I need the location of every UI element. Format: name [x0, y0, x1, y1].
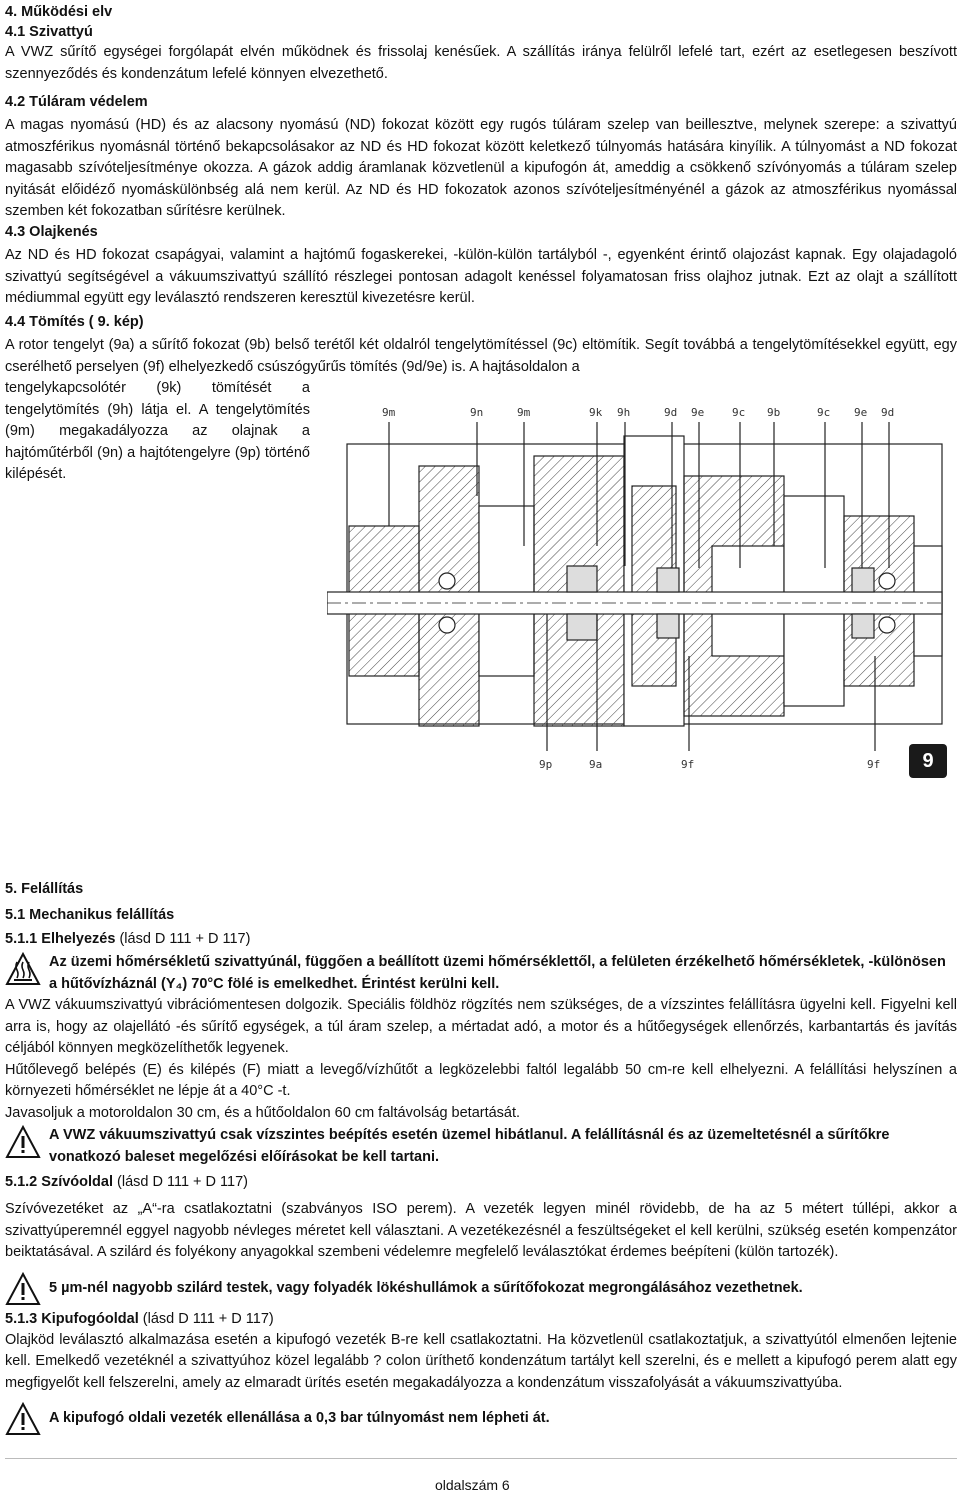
paragraph: A magas nyomású (HD) és az alacsony nyomású (ND) fokozat között egy rugós túláram szelep van beillesztve, melynek szerepe: a szivattyú atmoszférikus nyomásnál történő bekapcsolásakor az ND és HD fokozat között keletkező túlnyomás hatására kinyílik. A túlnyomást a ND fokozat magasabb szívóteljesítménye okozza. A gázok addig áramlanak közvetlenül a kipufogón át, ameddig a csökkenő szívónyomás a túláram szelep nyitását előidéző nyomáskülönbség alá nem kerül. Az ND és HD fokozatok azonos szívóteljesítményénél a gázok az atmoszférikus nyomással szemben két fokozatban sűrítésre kerülnek. — [5, 117, 957, 219]
subsection-title — [5, 1171, 957, 1193]
paragraph: Olajköd leválasztó alkalmazása esetén a kipufogó vezeték B-re kell csatlakoztatni. Ha közvetlenül csatlakoztatjuk, a szivattyútól elmenően lejtenie kell. Emelkedő vezetéknél a szivattyúhoz közel legalább ? colon üríthető kondenzátum tartályt kell szerelni, és e mellett a kipufogó perem alatt egy megfigyelőt kell felszerelni, amely az elmaradt ürítés esetén megakadályozza a kondenzátum visszafolyását a vákuumszivattyúba. — [5, 1331, 957, 1391]
section-title: 5. Felállítás — [5, 881, 84, 897]
figure-callout-label: 9k — [589, 406, 603, 419]
warning-text: A VWZ vákuumszivattyú csak vízszintes beépítés esetén üzemel hibátlanul. A felállításnál és az üzemeltetésnél a sűrítőkre vonatkozó baleset megelőzési előírásokat be kell tartani. — [49, 1127, 890, 1165]
reference-text: (lásd D 111 + D 117) — [138, 1310, 274, 1327]
figure-callout-label: 9c — [732, 406, 746, 419]
exhaust-warning — [5, 1402, 957, 1436]
hot-surface-warning-icon — [5, 952, 41, 986]
figure-callout-label: 9c — [817, 406, 831, 419]
paragraph-column: tengelykapcsolótér (9k) tömítését a tengelytömítés (9h) látja el. A tengelytömítés (9m) megakadályozza az olajnak a hajtóműtérből (9n) a hajtótengelyre (9p) történő kilépését. — [5, 380, 310, 482]
subsection-title: 4.2 Túláram védelem — [5, 94, 148, 110]
figure-callout-label: 9m — [382, 406, 396, 419]
paragraph: Hűtőlevegő belépés (E) és kilépés (F) miatt a levegő/vízhűtőt a legközelebbi faltól legalább 50 cm-re kell elhelyezni. A felállítási helyszínen a környezeti hőmérséklet ne lépje át a 40°C -t. — [5, 1061, 957, 1099]
figure-callout-label: 9d — [881, 406, 895, 419]
subsection-title: 4.3 Olajkenés — [5, 224, 98, 240]
page-footer — [5, 1458, 957, 1493]
figure-callout-label: 9n — [470, 406, 484, 419]
figure-callout-label: 9f — [681, 758, 695, 771]
section-4-2 — [5, 92, 957, 223]
paragraph: Szívóvezetéket az „A“-ra csatlakoztatni (szabványos ISO perem). A vezeték legyen minél rövidebb, de ha az 5 métert túllépi, akkor a szivattyúperemnél eggyel nagyobb névleges méretet kell választani. A vezetékezésnél a feszültségeket el kell kerülni, szükség esetén kompenzátor beiktatásával. A szilárd és folyékony anyagokkal szembeni védelemre megfelelő leválasztókat érdemes beépíteni (külön tartozék). — [5, 1201, 957, 1260]
installation-warning — [5, 1125, 957, 1168]
figure-callout-label: 9h — [617, 406, 631, 419]
warning-text: A kipufogó oldali vezeték ellenállása a 0,3 bar túlnyomást nem lépheti át. — [49, 1410, 550, 1426]
figure-callout-label: 9d — [664, 406, 678, 419]
subsection-title: 5.1 Mechanikus felállítás — [5, 907, 175, 923]
subsection-number-title: 5.1.2 Szívóoldal — [5, 1174, 113, 1190]
hot-surface-warning — [5, 952, 957, 995]
subsection-title: 4.1 Szivattyú — [5, 24, 93, 40]
seal-cross-section-drawing — [327, 396, 957, 786]
section-4-3 — [5, 222, 957, 310]
paragraph: Javasoljuk a motoroldalon 30 cm, és a hűtőoldalon 60 cm faltávolság betartását. — [5, 1104, 521, 1121]
reference-text: (lásd D 111 + D 117) — [113, 1174, 248, 1190]
figure-callout-label: 9m — [517, 406, 531, 419]
figure-callout-label: 9p — [539, 758, 553, 771]
reference-text: (lásd D 111 + D 117) — [115, 931, 251, 947]
subsection-title — [5, 1308, 957, 1330]
paragraph: Az ND és HD fokozat csapágyai, valamint a hajtómű fogaskerekei, -külön-külön tartályból -, egyenként érintő olajozást kapnak. Egy olajadagoló szivattyú segítségével a vákuumszivattyú szállító részlegei pontosan adagolt kenéssel folyamatosan friss olajhoz jutnak. Ezt az olajt a szállított médiummal együtt egy leválasztó rendszeren keresztül kivezetésre kerül. — [5, 247, 957, 306]
subsection-number-title: 5.1.3 Kipufogóoldal — [5, 1310, 139, 1327]
warning-triangle-icon — [5, 1272, 41, 1306]
figure-number-badge: 9 — [909, 744, 947, 778]
figure-callout-label: 9a — [589, 758, 603, 771]
figure-callout-label: 9b — [767, 406, 781, 419]
warning-text: Az üzemi hőmérsékletű szivattyúnál, függően a beállított üzemi hőmérséklettől, a felületen érzékelhető hőmérsékletek, -különösen a hűtővízháznál (Y₄) 70°C fölé is emelkedhet. Érintést kerülni kell. — [49, 954, 946, 992]
paragraph: A VWZ vákuumszivattyú vibrációmentesen dolgozik. Speciális földhöz rögzítés nem szükséges, de a vízszintes felállításra ügyelni kell. Figyelni kell arra is, hogy az olajellátó -és sűrítő egységek, a túl áram szelep, a mértadat adó, a motor és a hűtőegységek ellenőrzés, karbantartás és javítás céljából könnyen megközelíthetők legyenek. — [5, 997, 957, 1056]
paragraph: A rotor tengelyt (9a) a sűrítő fokozat (9b) belső terétől két oldalról tengelytömítéssel (9c) eltömítik. Segít továbbá a tengelytömítésekkel együtt, egy cserélhető perselyen (9f) elhelyezkedő csúszógyűrűs tömítés (9d/9e) is. A hajtásoldalon a — [5, 337, 957, 375]
warning-triangle-icon — [5, 1402, 41, 1436]
paragraph: A VWZ sűrítő egységei forgólapát elvén működnek és frissolaj kenésűek. A szállítás iránya felülről lefelé tart, ezért az esetlegesen beszívott szennyeződés és kondenzátum lefelé könnyen elvezethető. — [5, 44, 957, 82]
section-title: 4. Működési elv — [5, 4, 113, 20]
subsection-title — [5, 928, 957, 950]
warning-triangle-icon — [5, 1125, 41, 1159]
figure-callout-label: 9e — [854, 406, 868, 419]
figure-callout-label: 9f — [867, 758, 881, 771]
section-4 — [5, 2, 957, 85]
subsection-title: 4.4 Tömítés ( 9. kép) — [5, 314, 144, 330]
warning-text: 5 µm-nél nagyobb szilárd testek, vagy folyadék lökéshullámok a sűrítőfokozat megrongálásához vezethetnek. — [49, 1279, 803, 1296]
section-5 — [5, 878, 957, 1436]
page-number: oldalszám 6 — [435, 1477, 510, 1493]
figure-callout-label: 9e — [691, 406, 705, 419]
solid-particles-warning — [5, 1272, 957, 1306]
subsection-number-title: 5.1.1 Elhelyezés — [5, 931, 116, 947]
